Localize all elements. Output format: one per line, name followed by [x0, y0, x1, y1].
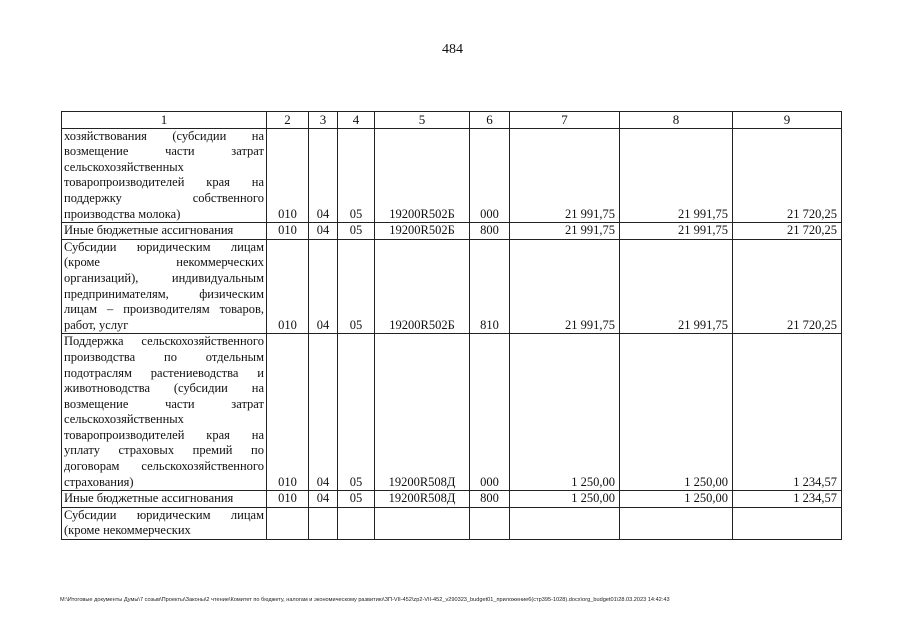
row-description: Поддержка сельскохозяйственного производства по отдельным подотраслям растениеводства и животноводства (субсидии на возмещение части затрат сельскохозяйственных товаропроизводителей края на уплату страховых премий по договорам сельскохозяйственного страхования) [62, 334, 267, 491]
cell-amount-8: 21 991,75 [620, 128, 733, 223]
cell-code-ministry: 010 [267, 223, 309, 240]
table-header-row [62, 112, 842, 129]
table-row [62, 223, 842, 240]
cell-subsection: 05 [338, 491, 375, 508]
cell-amount-7: 21 991,75 [510, 223, 620, 240]
cell-amount-8: 1 250,00 [620, 491, 733, 508]
row-description: хозяйствования (субсидии на возмещение части затрат сельскохозяйственных товаропроизводителей края на поддержку собственного производства молока) [62, 128, 267, 223]
cell-amount-8 [620, 507, 733, 539]
cell-amount-7: 1 250,00 [510, 491, 620, 508]
cell-expense-type [470, 507, 510, 539]
cell-amount-7 [510, 507, 620, 539]
cell-code-ministry: 010 [267, 334, 309, 491]
table-row [62, 334, 842, 491]
cell-subsection: 05 [338, 239, 375, 334]
table-row [62, 128, 842, 223]
header-cell: 5 [375, 112, 470, 129]
budget-table [61, 111, 842, 540]
header-cell: 7 [510, 112, 620, 129]
cell-amount-9: 21 720,25 [733, 223, 842, 240]
cell-section: 04 [309, 491, 338, 508]
cell-code-ministry: 010 [267, 128, 309, 223]
cell-section: 04 [309, 334, 338, 491]
cell-target-article: 19200R502Б [375, 128, 470, 223]
row-description: Субсидии юридическим лицам (кроме некоммерческих [62, 507, 267, 539]
cell-expense-type: 800 [470, 223, 510, 240]
header-cell: 8 [620, 112, 733, 129]
page-number: 484 [442, 42, 463, 57]
cell-amount-7: 21 991,75 [510, 128, 620, 223]
cell-amount-9: 21 720,25 [733, 128, 842, 223]
table-row [62, 491, 842, 508]
cell-section: 04 [309, 223, 338, 240]
cell-subsection: 05 [338, 334, 375, 491]
row-description: Иные бюджетные ассигнования [62, 491, 267, 508]
table-row [62, 507, 842, 539]
header-cell: 2 [267, 112, 309, 129]
cell-code-ministry: 010 [267, 239, 309, 334]
table-row [62, 239, 842, 334]
cell-target-article: 19200R502Б [375, 223, 470, 240]
header-cell: 3 [309, 112, 338, 129]
cell-amount-9: 1 234,57 [733, 491, 842, 508]
cell-section [309, 507, 338, 539]
cell-amount-7: 1 250,00 [510, 334, 620, 491]
header-cell: 4 [338, 112, 375, 129]
cell-code-ministry: 010 [267, 491, 309, 508]
cell-section: 04 [309, 128, 338, 223]
cell-target-article: 19200R508Д [375, 491, 470, 508]
cell-target-article: 19200R508Д [375, 334, 470, 491]
cell-expense-type: 000 [470, 128, 510, 223]
header-cell: 6 [470, 112, 510, 129]
cell-amount-7: 21 991,75 [510, 239, 620, 334]
cell-amount-9: 1 234,57 [733, 334, 842, 491]
header-cell: 1 [62, 112, 267, 129]
cell-subsection [338, 507, 375, 539]
cell-section: 04 [309, 239, 338, 334]
header-cell: 9 [733, 112, 842, 129]
cell-amount-8: 21 991,75 [620, 239, 733, 334]
cell-expense-type: 800 [470, 491, 510, 508]
cell-subsection: 05 [338, 223, 375, 240]
cell-code-ministry [267, 507, 309, 539]
cell-amount-8: 1 250,00 [620, 334, 733, 491]
cell-subsection: 05 [338, 128, 375, 223]
cell-amount-8: 21 991,75 [620, 223, 733, 240]
cell-amount-9 [733, 507, 842, 539]
cell-expense-type: 810 [470, 239, 510, 334]
cell-target-article [375, 507, 470, 539]
cell-amount-9: 21 720,25 [733, 239, 842, 334]
row-description: Субсидии юридическим лицам (кроме некоммерческих организаций), индивидуальным предпринимателям, физическим лицам – производителям товаров, работ, услуг [62, 239, 267, 334]
row-description: Иные бюджетные ассигнования [62, 223, 267, 240]
cell-target-article: 19200R502Б [375, 239, 470, 334]
document-file-path: М:\Итоговые документы Думы\7 созыв\Проекты\Законы\2 чтение\Комитет по бюджету, налогам и экономическому развитию\ЗП-VII-452\zp2-VII-452_v290323_budget01_приложение6(стр395-1028).docx\org_budget01\28.03.2023 14:42:43 [60, 597, 670, 603]
cell-expense-type: 000 [470, 334, 510, 491]
